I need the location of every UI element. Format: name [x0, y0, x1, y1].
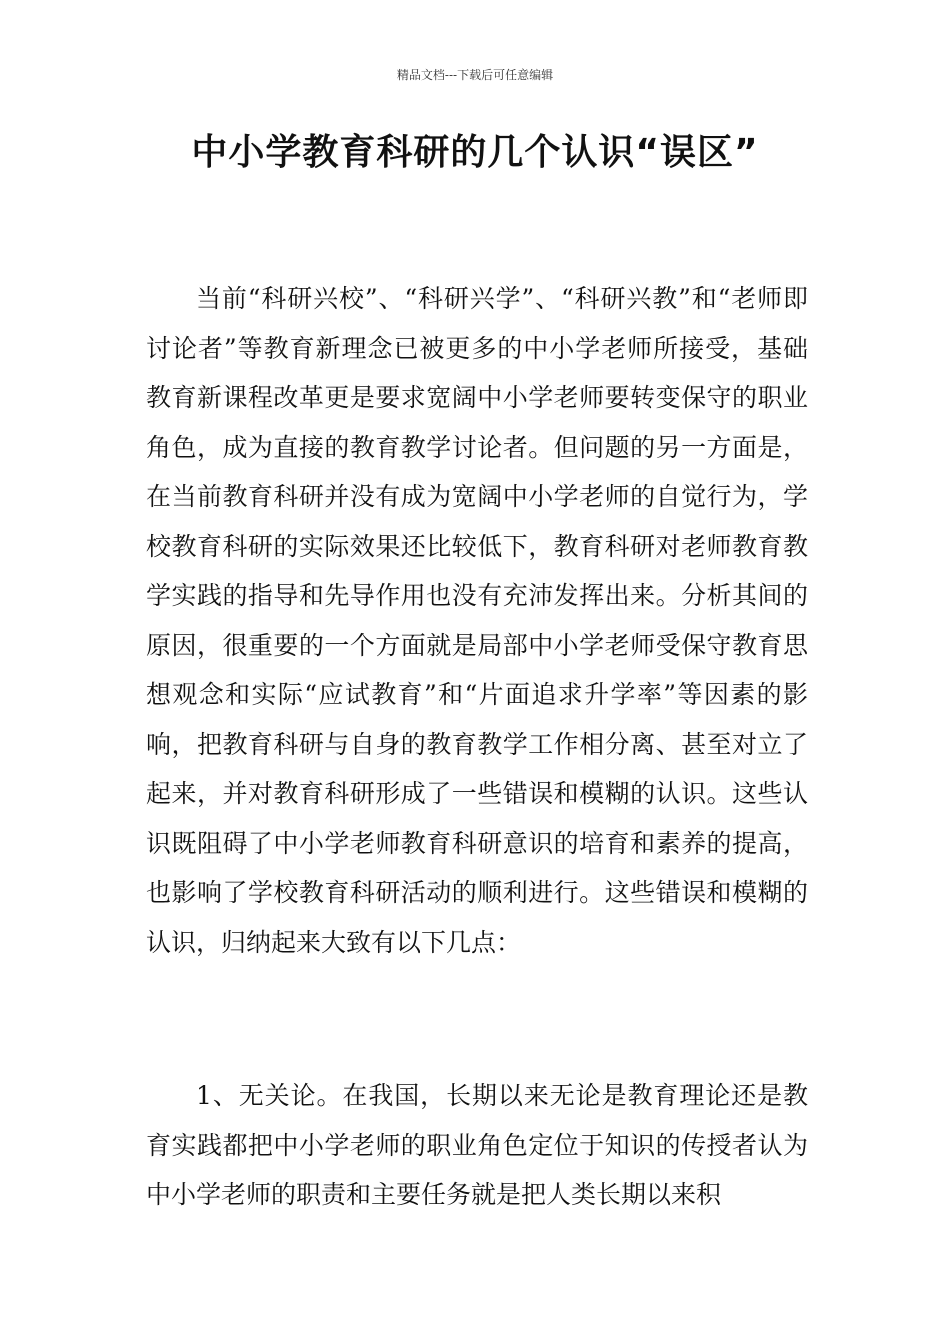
- body-paragraph-intro: 当前“科研兴校”、“科研兴学”、“科研兴教”和“老师即讨论者”等教育新理念已被更多的中小学老师所接受，基础教育新课程改革更是要求宽阔中小学老师要转变保守的职业角色，成为直接的教育教学讨论者。但问题的另一方面是，在当前教育科研并没有成为宽阔中小学老师的自觉行为，学校教育科研的实际效果还比较低下，教育科研对老师教育教学实践的指导和先导作用也没有充沛发挥出来。分析其间的原因，很重要的一个方面就是局部中小学老师受保守教育思想观念和实际“应试教育”和“片面追求升学率”等因素的影响，把教育科研与自身的教育教学工作相分离、甚至对立了起来，并对教育科研形成了一些错误和模糊的认识。这些认识既阻碍了中小学老师教育科研意识的培育和素养的提高，也影响了学校教育科研活动的顺利进行。这些错误和模糊的认识，归纳起来大致有以下几点：: [146, 284, 808, 957]
- document-title: 中小学教育科研的几个认识“误区”: [191, 132, 759, 173]
- page-header: 精品文档---下载后可任意编辑: [396, 68, 554, 82]
- body-paragraph-point-1: 1、无关论。在我国，长期以来无论是教育理论还是教育实践都把中小学老师的职业角色定位于知识的传授者认为中小学老师的职责和主要任务就是把人类长期以来积: [146, 1081, 808, 1209]
